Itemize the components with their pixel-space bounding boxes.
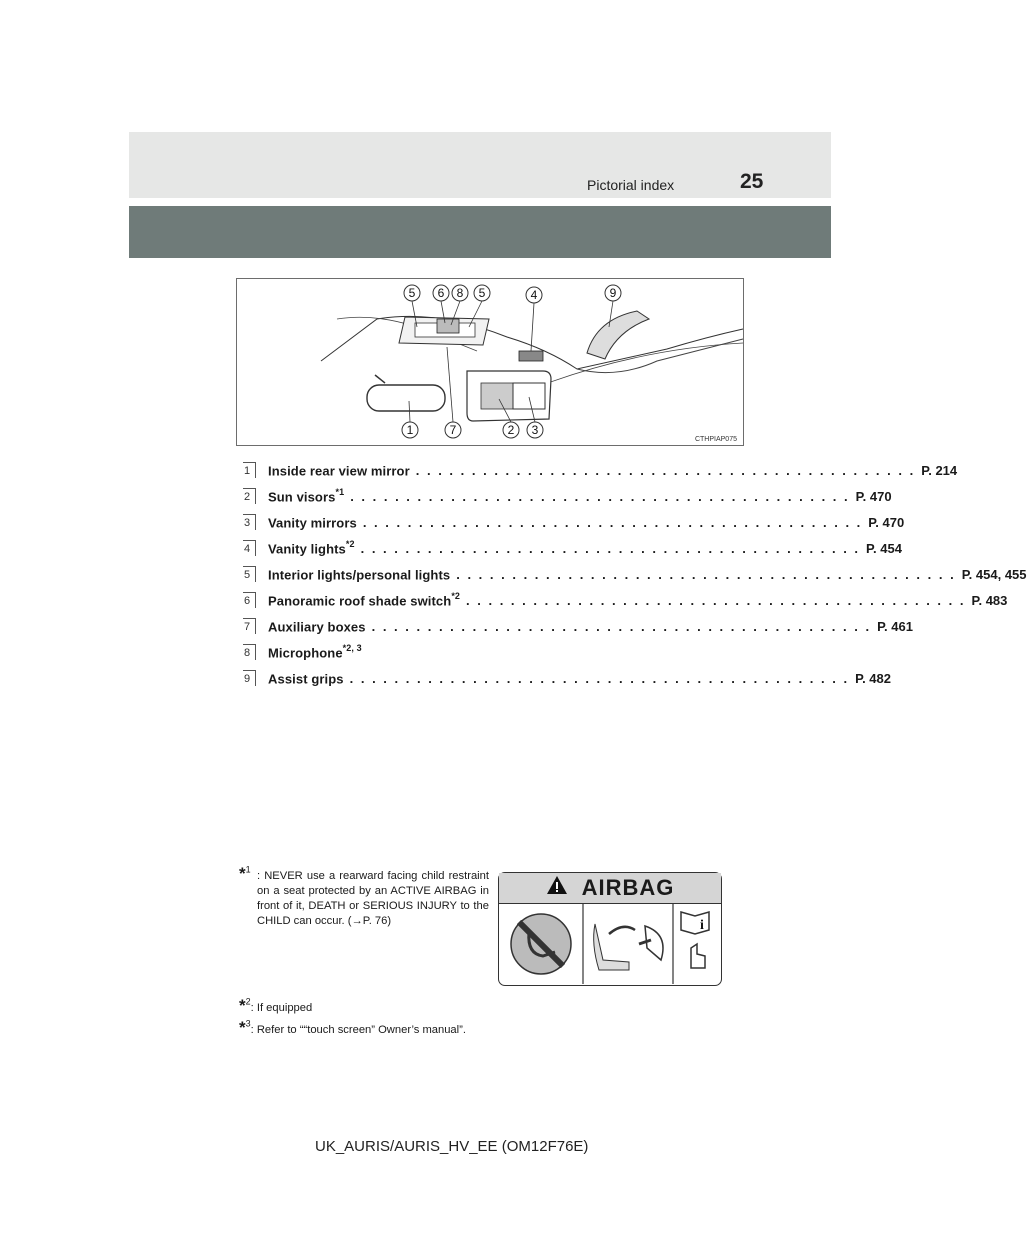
legend-item	[243, 452, 958, 478]
item-number: 1	[243, 462, 256, 478]
page-reference-link[interactable]: P. 461	[877, 619, 913, 634]
no-rear-facing-seat-icon	[511, 914, 571, 974]
section-title: Pictorial index	[587, 177, 675, 193]
item-footnote-ref: *2	[451, 590, 461, 601]
callout-7: 7	[449, 423, 457, 437]
item-label: Sun visors	[268, 489, 336, 504]
footnote-number: 1	[245, 864, 251, 874]
item-label: Assist grips	[268, 671, 344, 686]
item-number: 6	[243, 592, 256, 608]
footnote-text: : If equipped	[250, 1002, 313, 1014]
image-code: CTHPIAP075	[694, 436, 737, 443]
footnote-text: : Refer to ““touch screen” Owner’s manual”.	[250, 1024, 466, 1036]
callout-1: 1	[406, 423, 414, 437]
dot-leader: . . . . . . . . . . . . . . . . . . . . . . . . . . . . . . . . . . . . . . . . . . . . .	[371, 619, 872, 634]
page-reference-link[interactable]: P. 470	[855, 489, 892, 504]
airbag-warning-label	[498, 872, 722, 986]
callout-2: 2	[507, 423, 515, 437]
airbag-pictograms	[499, 904, 721, 984]
footnote-text: : NEVER use a rearward facing child restraint on a seat protected by an ACTIVE AIRBAG in front of it, DEATH or SERIOUS INJURY to the CHILD can occur. (→P. 76)	[257, 869, 489, 928]
callout-5b: 5	[478, 286, 486, 300]
item-number: 9	[243, 670, 256, 686]
item-footnote-ref: *2	[345, 538, 355, 549]
page-number: 25	[740, 170, 764, 193]
legend-item	[243, 530, 902, 556]
footnote-2	[239, 996, 312, 1016]
page-reference-link[interactable]: P. 454	[866, 541, 902, 556]
item-footnote-ref: *1	[335, 486, 345, 497]
airbag-title: AIRBAG	[581, 875, 675, 900]
footnote-asterisk: *$^3$	[239, 1018, 251, 1037]
footnote-number: 2	[245, 996, 251, 1007]
callout-4: 4	[530, 288, 538, 302]
legend-item	[243, 478, 892, 504]
item-number: 5	[243, 566, 256, 582]
dot-leader: . . . . . . . . . . . . . . . . . . . . . . . . . . . . . . . . . . . . . . . . . . . . .	[350, 489, 850, 504]
legend-item	[243, 608, 913, 634]
dot-leader: . . . . . . . . . . . . . . . . . . . . . . . . . . . . . . . . . . . . . . . . . . . . .	[456, 567, 956, 582]
legend-item	[243, 556, 1027, 582]
dot-leader: . . . . . . . . . . . . . . . . . . . . . . . . . . . . . . . . . . . . . . . . . . . . .	[466, 593, 966, 608]
item-number: 3	[243, 514, 256, 530]
component-legend	[243, 452, 1027, 686]
item-label: Panoramic roof shade switch	[268, 593, 452, 608]
item-label: Vanity mirrors	[268, 515, 357, 530]
dot-leader: . . . . . . . . . . . . . . . . . . . . . . . . . . . . . . . . . . . . . . . . . . . . .	[349, 671, 850, 686]
item-label: Microphone	[268, 645, 343, 660]
svg-text:i: i	[700, 918, 704, 933]
airbag-deploy-icon	[594, 924, 663, 970]
legend-item	[243, 660, 891, 686]
footnote-number: 3	[245, 1018, 251, 1029]
dot-leader: . . . . . . . . . . . . . . . . . . . . . . . . . . . . . . . . . . . . . . . . . . . . .	[360, 541, 861, 556]
item-number: 4	[243, 540, 256, 556]
dot-leader: . . . . . . . . . . . . . . . . . . . . . . . . . . . . . . . . . . . . . . . . . . . . .	[362, 515, 863, 530]
item-number: 2	[243, 488, 256, 504]
model-code: UK_AURIS/AURIS_HV_EE (OM12F76E)	[315, 1138, 589, 1155]
item-label: Inside rear view mirror	[268, 463, 410, 478]
item-number: 7	[243, 618, 256, 634]
footnote-asterisk: *$^2$	[239, 996, 251, 1015]
legend-item	[243, 582, 1008, 608]
page-reference-link[interactable]: P. 483	[971, 593, 1008, 608]
airbag-label-header	[499, 873, 721, 904]
item-label: Vanity lights	[268, 541, 346, 556]
page-reference-link[interactable]: P. 482	[855, 671, 891, 686]
ceiling-drawing	[237, 279, 743, 445]
header-band	[129, 132, 831, 198]
interior-ceiling-illustration	[236, 278, 744, 446]
callout-6: 6	[437, 286, 445, 300]
item-number: 8	[243, 644, 256, 660]
legend-item	[243, 504, 905, 530]
callout-9: 9	[609, 286, 617, 300]
title-band	[129, 206, 831, 258]
page-reference-link[interactable]: P. 454, 455	[961, 567, 1027, 582]
item-footnote-ref: *2, 3	[342, 642, 362, 653]
legend-item	[243, 634, 719, 660]
dot-leader: . . . . . . . . . . . . . . . . . . . . . . . . . . . . . . . . . . . . . . . . . . . . .	[415, 463, 916, 478]
page-reference-link[interactable]: P. 470	[868, 515, 905, 530]
callout-5a: 5	[408, 286, 416, 300]
footnote-1	[239, 862, 489, 930]
item-label: Interior lights/personal lights	[268, 567, 451, 582]
read-manual-icon	[681, 912, 709, 968]
callout-8: 8	[456, 286, 464, 300]
page-reference-link[interactable]: P. 214	[921, 463, 958, 478]
callout-3: 3	[531, 423, 539, 437]
footnote-asterisk: *$^1$	[239, 863, 251, 883]
warning-triangle-icon	[546, 875, 568, 901]
item-label: Auxiliary boxes	[268, 619, 366, 634]
footnote-3	[239, 1018, 466, 1038]
